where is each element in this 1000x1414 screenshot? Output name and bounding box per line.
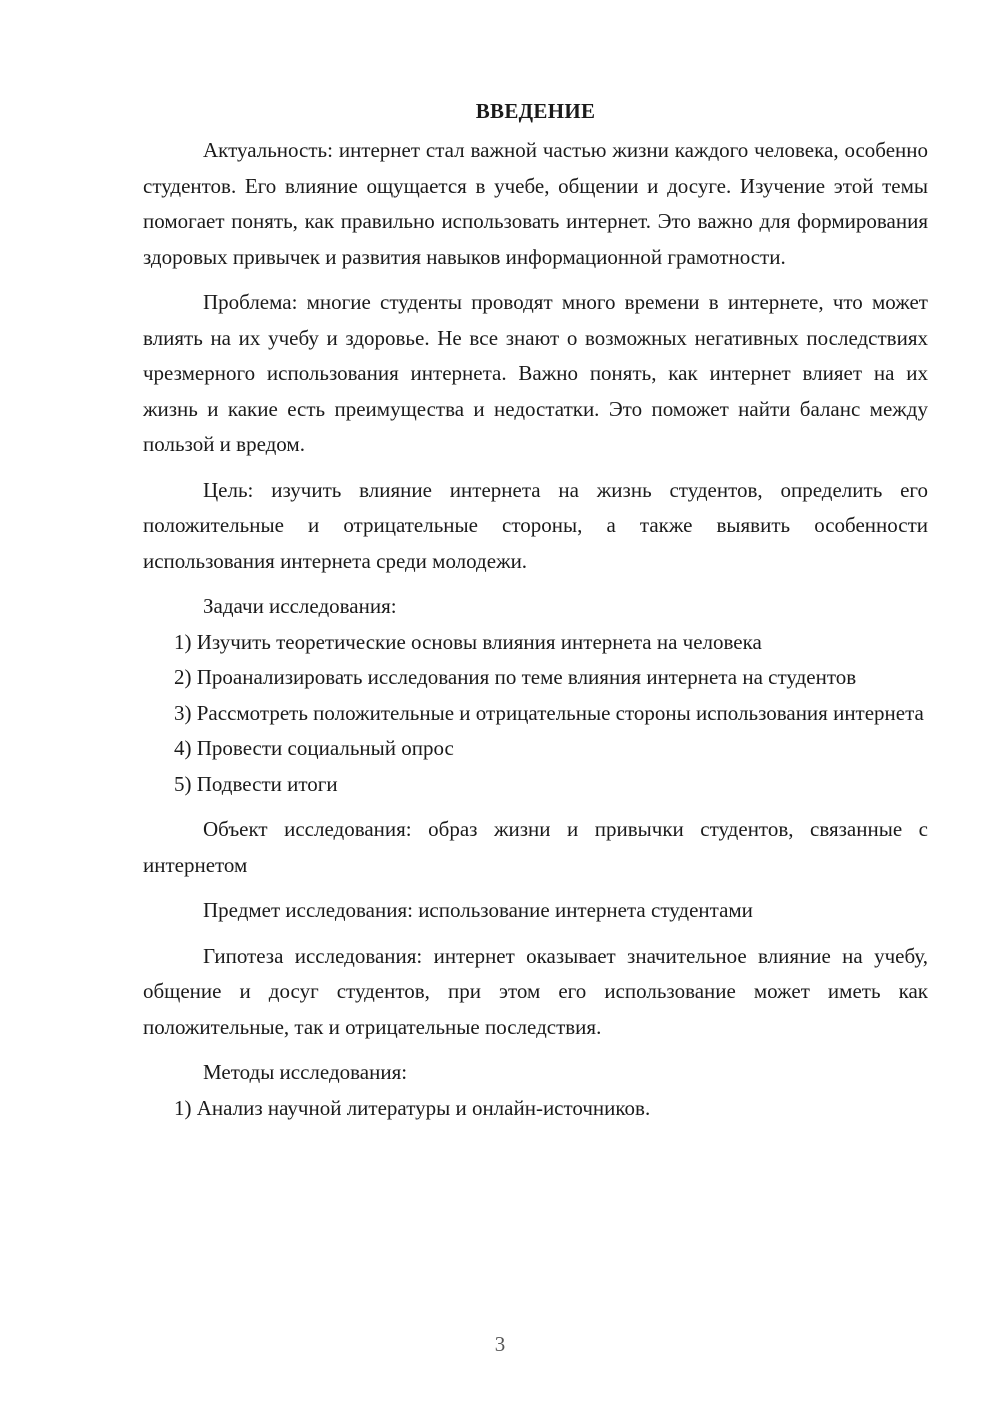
- method-item-1: 1) Анализ научной литературы и онлайн-источников.: [174, 1095, 651, 1120]
- object-paragraph: Объект исследования: образ жизни и привычки студентов, связанные с интернетом: [143, 817, 928, 877]
- page-content: [143, 98, 928, 1126]
- task-item-2: 2) Проанализировать исследования по теме влияния интернета на студентов: [174, 665, 857, 689]
- tasks-heading: Задачи исследования:: [203, 594, 397, 618]
- task-item-3: 3) Рассмотреть положительные и отрицательные стороны использования интернета: [174, 700, 924, 725]
- subject-paragraph: Предмет исследования: использование интернета студентами: [203, 898, 753, 922]
- task-item-4: 4) Провести социальный опрос: [174, 736, 454, 760]
- relevance-paragraph: Актуальность: интернет стал важной частью жизни каждого человека, особенно студентов. Его влияние ощущается в учебе, общении и досуге. Изучение этой темы помогает понять, как правильно использовать интернет. Это важно для формирования здоровых привычек и развития навыков информационной грамотности.: [143, 138, 928, 269]
- task-item-5: 5) Подвести итоги: [174, 771, 338, 796]
- task-item-1: 1) Изучить теоретические основы влияния интернета на человека: [174, 629, 762, 654]
- page-title: ВВЕДЕНИЕ: [475, 99, 596, 123]
- goal-paragraph: Цель: изучить влияние интернета на жизнь студентов, определить его положительные и отрицательные стороны, а также выявить особенности использования интернета среди молодежи.: [143, 477, 928, 573]
- methods-heading: Методы исследования:: [203, 1060, 408, 1084]
- hypothesis-paragraph: Гипотеза исследования: интернет оказывает значительное влияние на учебу, общение и досуг студентов, при этом его использование может иметь как положительные, так и отрицательные последствия.: [143, 943, 928, 1039]
- problem-paragraph: Проблема: многие студенты проводят много времени в интернете, что может влиять на их учебу и здоровье. Не все знают о возможных негативных последствиях чрезмерного использования интернета. Важно понять, как интернет влияет на их жизнь и какие есть преимущества и недостатки. Это поможет найти баланс между пользой и вредом.: [143, 290, 928, 456]
- page-number: 3: [494, 1332, 506, 1356]
